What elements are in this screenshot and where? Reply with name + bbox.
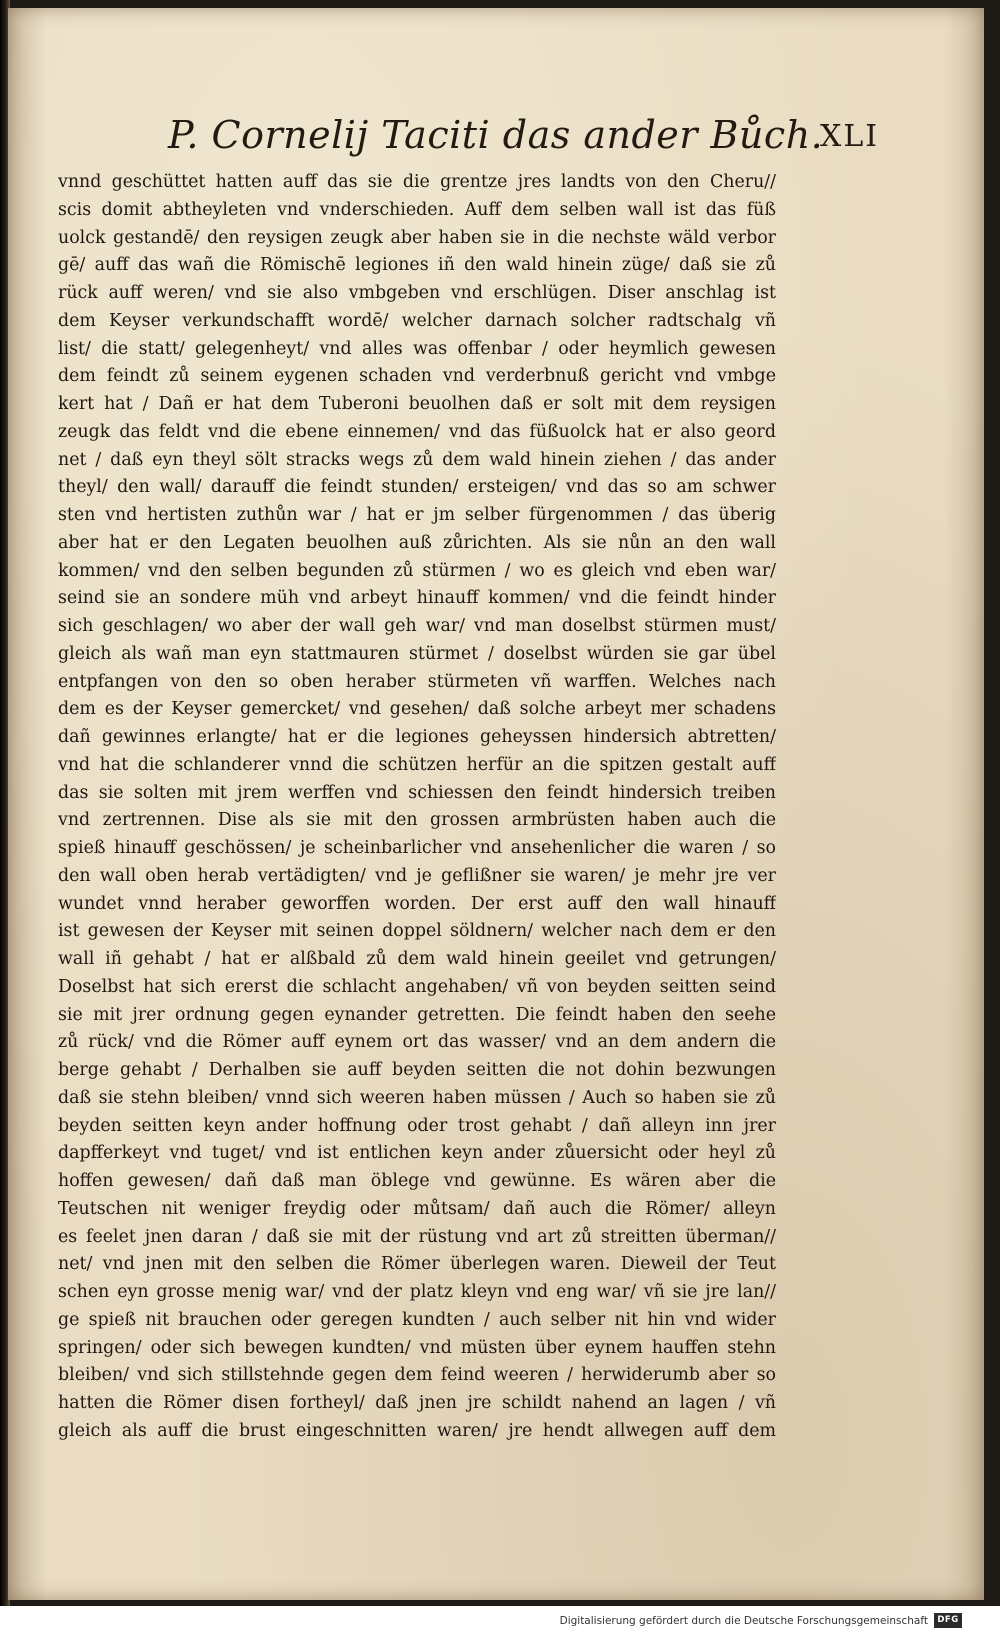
funding-credit: Digitalisierung gefördert durch die Deutsche Forschungsgemeinschaft [559, 1615, 928, 1627]
text-line: vnd hat die schlanderer vnnd die schützen herfür an die spitzen gestalt auff [58, 754, 776, 775]
text-line: zů rück/ vnd die Römer auff eynem ort das wasser/ vnd an dem andern die [58, 1032, 776, 1053]
text-line: sich geschlagen/ wo aber der wall geh war/ vnd man doselbst stürmen must/ [58, 616, 776, 636]
text-line: kert hat / Dañ er hat dem Tuberoni beuolhen daß er solt mit dem reysigen [58, 394, 776, 414]
text-line: dapfferkeyt vnd tuget/ vnd ist entlichen keyn ander zůuersicht oder heyl zů [58, 1143, 776, 1164]
text-line: dañ gewinnes erlangte/ hat er die legiones geheyssen hindersich abtretten/ [58, 727, 776, 747]
folio-number: XLI [820, 119, 880, 154]
text-line: kommen/ vnd den selben begunden zů stürmen / wo es gleich vnd eben war/ [58, 560, 776, 581]
text-line: scis domit abtheyleten vnd vnderschieden. Auff dem selben wall ist das füß [58, 199, 776, 220]
text-line: entpfangen von den so oben heraber stürmeten vñ warffen. Welches nach [58, 671, 776, 692]
text-line: Teutschen nit weniger freydig oder můtsam/ dañ auch die Römer/ alleyn [58, 1198, 776, 1219]
text-line: seind sie an sondere müh vnd arbeyt hinauff kommen/ vnd die feindt hinder [58, 588, 776, 609]
text-line: Doselbst hat sich ererst die schlacht angehaben/ vñ von beyden seitten seind [58, 976, 776, 997]
text-line: dem Keyser verkundschafft wordē/ welcher darnach solcher radtschalg vñ [58, 310, 776, 331]
text-line: ist gewesen der Keyser mit seinen doppel söldnern/ welcher nach dem er den [58, 921, 776, 942]
text-line: gē/ auff das wañ die Römischē legiones iñ den wald hinein züge/ daß sie zů [58, 255, 776, 276]
text-line: es feelet jnen daran / daß sie mit der rüstung vnd art zů streitten überman// [58, 1226, 776, 1247]
text-line: rück auff weren/ vnd sie also vmbgeben vnd erschlügen. Diser anschlag ist [58, 283, 776, 303]
text-line: beyden seitten keyn ander hoffnung oder trost gehabt / dañ alleyn inn jrer [58, 1115, 776, 1136]
text-line: vnd zertrennen. Dise als sie mit den grossen armbrüsten haben auch die [58, 810, 776, 831]
text-line: aber hat er den Legaten beuolhen auß zůrichten. Als sie nůn an den wall [58, 532, 776, 553]
footer [0, 1606, 1000, 1634]
text-line: hoffen gewesen/ dañ daß man öblege vnd gewünne. Es wären aber die [58, 1171, 776, 1191]
text-line: zeugk das feldt vnd die ebene einnemen/ vnd das füßuolck hat er also geord [58, 421, 776, 442]
text-line: list/ die statt/ gelegenheyt/ vnd alles was offenbar / oder heymlich gewesen [58, 338, 776, 359]
text-line: vnnd geschüttet hatten auff das sie die grentze jres landts von den Cheru// [58, 172, 776, 192]
text-block [58, 169, 776, 1446]
text-line: springen/ oder sich bewegen kundten/ vnd müsten über eynem hauffen stehn [58, 1337, 776, 1358]
book-page [8, 8, 984, 1600]
text-line: daß sie stehn bleiben/ vnnd sich weeren haben müssen / Auch so haben sie zů [58, 1087, 776, 1108]
running-head: P. Cornelij Taciti das ander Bůch. [168, 113, 824, 157]
dfg-logo: DFG [934, 1613, 962, 1628]
text-line: den wall oben herab vertädigten/ vnd je geflißner sie waren/ je mehr jre ver [58, 865, 776, 886]
text-line: gleich als wañ man eyn stattmauren stürmet / doselbst würden sie gar übel [58, 643, 776, 664]
text-line: wundet vnnd heraber geworffen worden. Der erst auff den wall hinauff [58, 893, 776, 914]
text-line: sie mit jrer ordnung gegen eynander getretten. Die feindt haben den seehe [58, 1004, 776, 1025]
text-line: sten vnd hertisten zuthůn war / hat er jm selber fürgenommen / das überig [58, 505, 776, 525]
text-line: uolck gestandē/ den reysigen zeugk aber haben sie in die nechste wäld verbor [58, 227, 776, 248]
text-line: theyl/ den wall/ darauff die feindt stunden/ ersteigen/ vnd das so am schwer [58, 477, 776, 498]
text-line: dem feindt zů seinem eygenen schaden vnd verderbnuß gericht vnd vmbge [58, 366, 776, 387]
text-line: das sie solten mit jrem werffen vnd schiessen den feindt hindersich treiben [58, 782, 776, 803]
text-line: berge gehabt / Derhalben sie auff beyden seitten die not dohin bezwungen [58, 1060, 776, 1080]
text-line: dem es der Keyser gemercket/ vnd gesehen/ daß solche arbeyt mer schadens [58, 699, 776, 720]
text-line: hatten die Römer disen fortheyl/ daß jnen jre schildt nahend an lagen / vñ [58, 1393, 776, 1413]
text-line: ge spieß nit brauchen oder geregen kundten / auch selber nit hin vnd wider [58, 1309, 776, 1330]
text-line: bleiben/ vnd sich stillstehnde gegen dem feind weeren / herwiderumb aber so [58, 1365, 776, 1386]
text-line: gleich als auff die brust eingeschnitten waren/ jre hendt allwegen auff dem [58, 1420, 776, 1441]
text-line: net / daß eyn theyl sölt stracks wegs zů dem wald hinein ziehen / das ander [58, 449, 776, 470]
text-line: spieß hinauff geschössen/ je scheinbarlicher vnd ansehenlicher die waren / so [58, 838, 776, 858]
text-line: net/ vnd jnen mit den selben die Römer überlegen waren. Dieweil der Teut [58, 1254, 776, 1275]
text-line: wall iñ gehabt / hat er alßbald zů dem wald hinein geeilet vnd getrungen/ [58, 949, 776, 969]
text-line: schen eyn grosse menig war/ vnd der platz kleyn vnd eng war/ vñ sie jre lan// [58, 1282, 776, 1302]
